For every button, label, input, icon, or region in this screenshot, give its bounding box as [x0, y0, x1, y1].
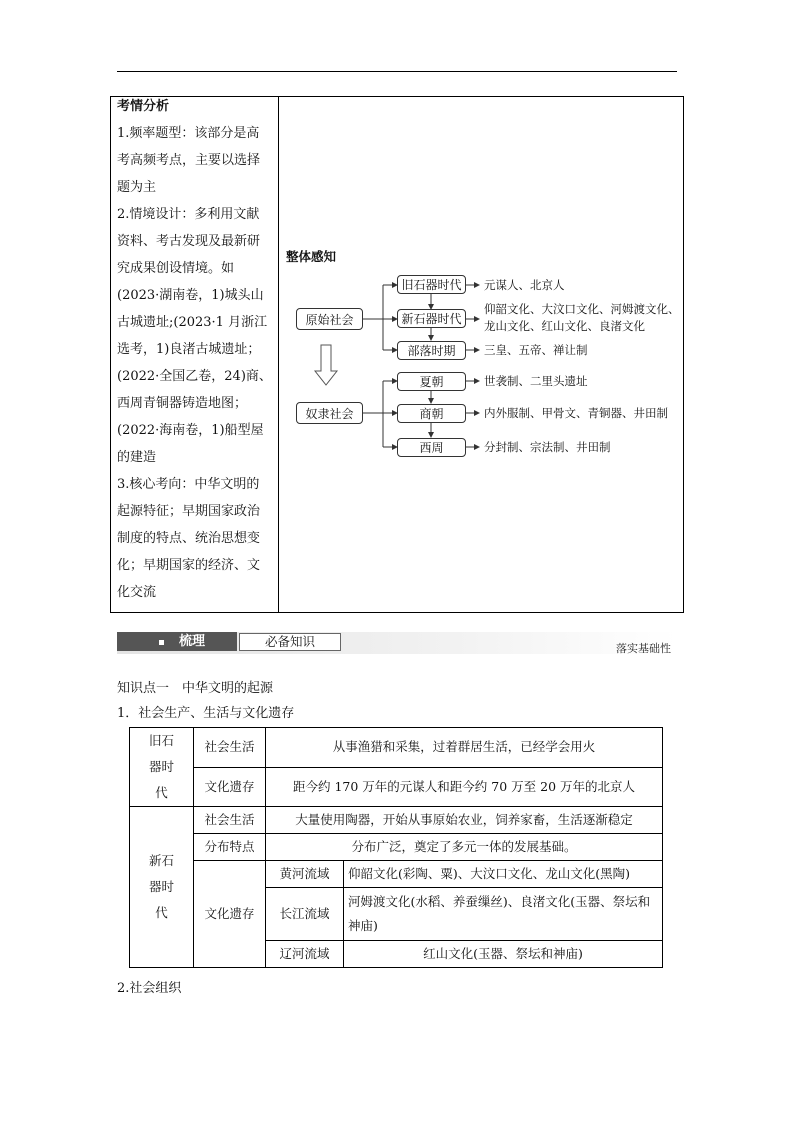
- slave-society-box: 奴隶社会: [296, 402, 363, 424]
- exam-analysis-line: 起源特征；早期国家政治: [117, 504, 261, 519]
- exam-analysis-line: (2022·海南卷，1)船型屋: [117, 423, 264, 438]
- square-bullet-icon: [159, 640, 164, 645]
- top-rule: [117, 71, 677, 72]
- tribal-detail: 三皇、五帝、禅让制: [484, 343, 588, 357]
- exam-analysis-line: 的建造: [117, 450, 157, 465]
- table-row: [130, 728, 663, 768]
- region-cell-yangtze-river: 长江流域: [266, 888, 344, 941]
- section-banner: [117, 632, 677, 658]
- paleolithic-detail: 元谋人、北京人: [484, 278, 565, 292]
- banner-light-label: 必备知识: [239, 633, 341, 651]
- category-cell: 社会生活: [194, 728, 266, 768]
- exam-analysis-line: 题为主: [117, 180, 157, 195]
- table-row: [130, 834, 663, 861]
- stage-neolithic-box: 新石器时代: [397, 309, 466, 328]
- banner-dark-tab: [117, 632, 237, 651]
- exam-analysis-line: 考高频考点，主要以选择: [117, 153, 261, 168]
- overview-title: 整体感知: [286, 249, 337, 264]
- neolithic-detail: 仰韶文化、大汶口文化、河姆渡文化、: [484, 302, 680, 316]
- table-row: [130, 807, 663, 834]
- exam-analysis-line: 化；早期国家的经济、文: [117, 558, 261, 573]
- yangtze-river-relics-cell: 河姆渡文化(水稻、养蚕缫丝)、良渚文化(玉器、祭坛和神庙): [344, 888, 663, 941]
- western-zhou-detail: 分封制、宗法制、井田制: [484, 440, 611, 454]
- paleolithic-life-cell: 从事渔猎和采集，过着群居生活，已经学会用火: [266, 728, 663, 768]
- category-cell: 文化遗存: [194, 861, 266, 968]
- era-cell-paleolithic: 旧石器时代: [130, 728, 194, 807]
- exam-analysis-column: [111, 97, 279, 612]
- category-cell: 分布特点: [194, 834, 266, 861]
- table-row: [130, 861, 663, 888]
- banner-dark-label: 梳理: [179, 634, 206, 649]
- exam-analysis-heading: 考情分析: [117, 99, 170, 114]
- exam-analysis-line: 资料、考古发现及最新研: [117, 234, 261, 249]
- xia-detail: 世袭制、二里头遗址: [484, 374, 588, 388]
- section-title: 知识点一 中华文明的起源: [117, 681, 274, 696]
- exam-analysis-line: 化交流: [117, 585, 157, 600]
- stage-tribal-box: 部落时期: [397, 341, 466, 360]
- exam-analysis-line: 西周青铜器铸造地图；: [117, 396, 248, 411]
- exam-analysis-line: 3.核心考向：中华文明的: [117, 477, 260, 492]
- category-cell: 文化遗存: [194, 767, 266, 807]
- neolithic-detail-line2: 龙山文化、红山文化、良渚文化: [484, 319, 645, 333]
- subtitle-social-organization: 2.社会组织: [117, 981, 182, 996]
- stage-xia-box: 夏朝: [397, 372, 466, 391]
- primitive-society-box: 原始社会: [296, 308, 363, 330]
- yellow-river-relics-cell: 仰韶文化(彩陶、粟)、大汶口文化、龙山文化(黑陶): [344, 861, 663, 888]
- diagram-connectors: [279, 97, 684, 612]
- era-cell-neolithic: 新石器时代: [130, 807, 194, 968]
- stage-paleolithic-box: 旧石器时代: [397, 275, 466, 294]
- region-cell-liao-river: 辽河流域: [266, 941, 344, 968]
- analysis-overview-box: [110, 96, 684, 613]
- shang-detail: 内外服制、甲骨文、青铜器、井田制: [484, 406, 668, 420]
- region-cell-yellow-river: 黄河流域: [266, 861, 344, 888]
- neolithic-life-cell: 大量使用陶器，开始从事原始农业，饲养家畜，生活逐渐稳定: [266, 807, 663, 834]
- exam-analysis-line: 制度的特点、统治思想变: [117, 531, 261, 546]
- origin-knowledge-table: [129, 727, 663, 968]
- exam-analysis-line: 古城遗址;(2023·1 月浙江: [117, 315, 268, 330]
- exam-analysis-line: (2022·全国乙卷，24)商、: [117, 369, 272, 384]
- exam-analysis-line: 1.频率题型：该部分是高: [117, 126, 260, 141]
- neolithic-distribution-cell: 分布广泛，奠定了多元一体的发展基础。: [266, 834, 663, 861]
- category-cell: 社会生活: [194, 807, 266, 834]
- exam-analysis-line: 究成果创设情境。如: [117, 261, 235, 276]
- paleolithic-relics-cell: 距今约 170 万年的元谋人和距今约 70 万至 20 万年的北京人: [266, 767, 663, 807]
- exam-analysis-line: 2.情境设计：多利用文献: [117, 207, 260, 222]
- stage-western-zhou-box: 西周: [397, 438, 466, 457]
- banner-right-label: 落实基础性: [616, 642, 671, 655]
- exam-analysis-line: (2023·湖南卷，1)城头山: [117, 288, 264, 303]
- subtitle-production-life: 1．社会生产、生活与文化遗存: [117, 706, 295, 721]
- stage-shang-box: 商朝: [397, 404, 466, 423]
- exam-analysis-lines: [117, 120, 276, 606]
- overview-diagram: [279, 97, 683, 612]
- liao-river-relics-cell: 红山文化(玉器、祭坛和神庙): [344, 941, 663, 968]
- table-row: [130, 767, 663, 807]
- exam-analysis-line: 选考，1)良渚古城遗址；: [117, 342, 261, 357]
